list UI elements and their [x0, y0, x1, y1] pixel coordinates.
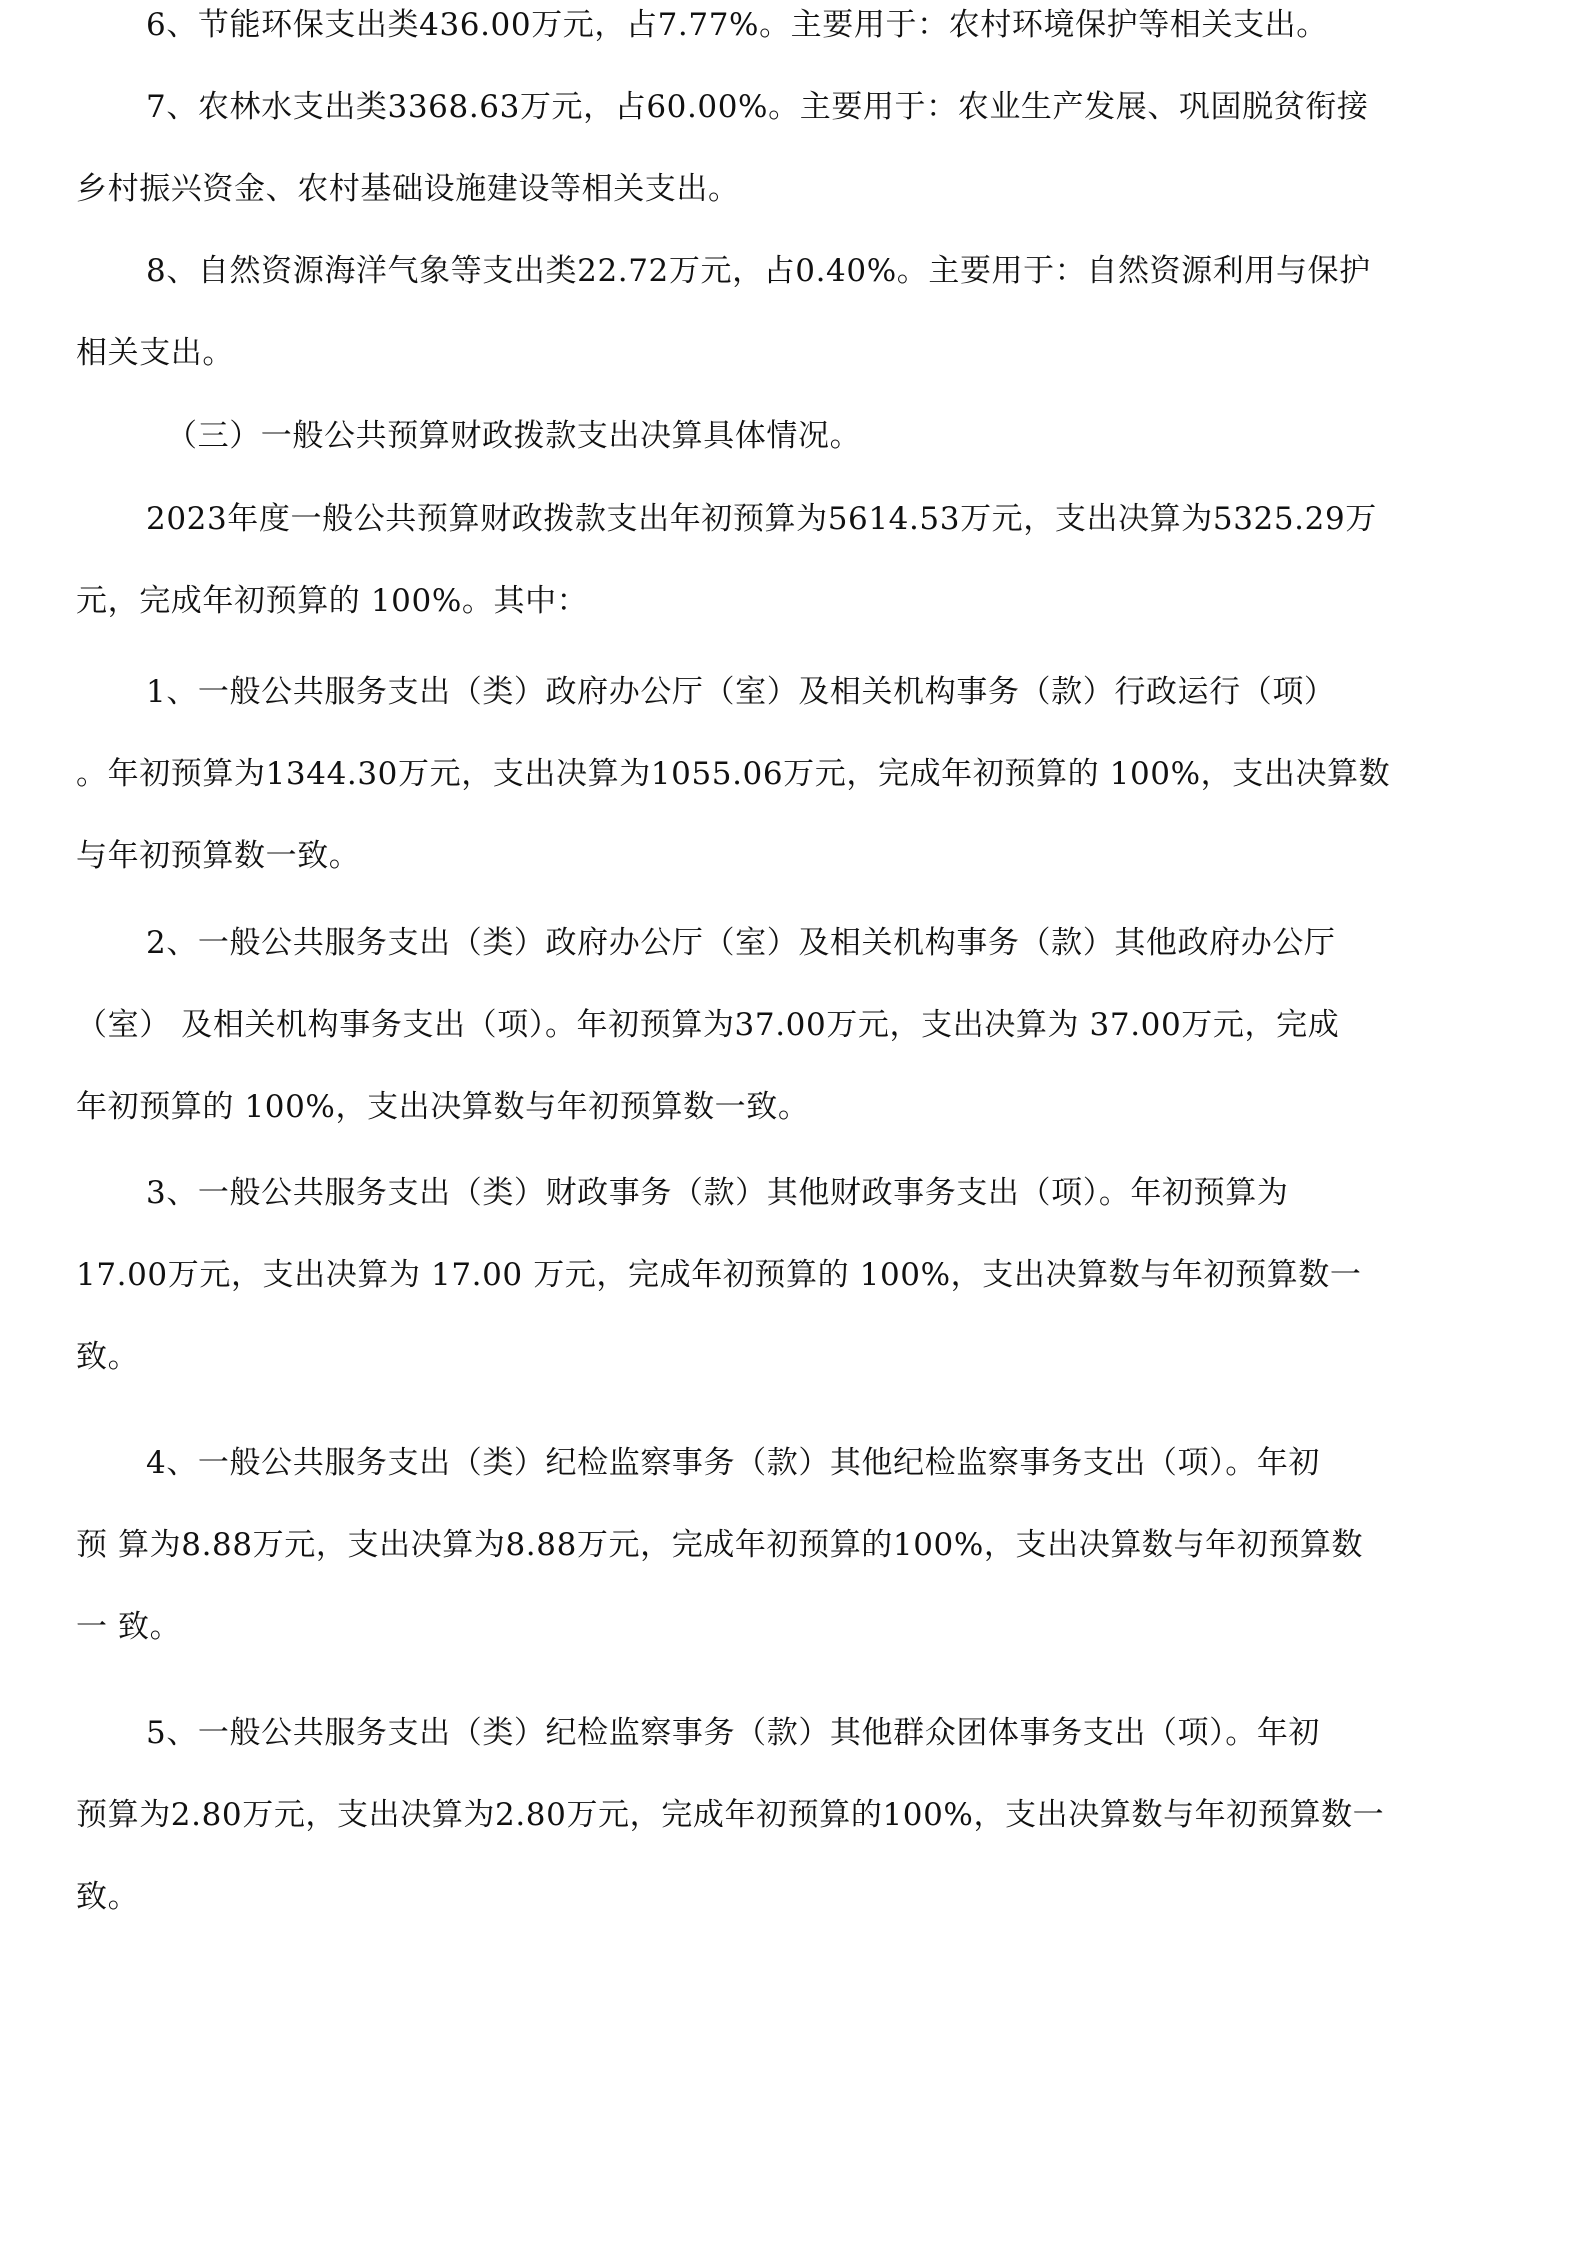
paragraph-energy-saving — [76, 0, 1456, 66]
paragraph-line: （室） 及相关机构事务支出（项）。年初预算为37.00万元，支出决算为 37.00万元，完成 — [76, 1007, 1340, 1043]
paragraph-line: 致。 — [76, 1879, 140, 1915]
paragraph-line: 2023年度一般公共预算财政拨款支出年初预算为5614.53万元，支出决算为5325.29万 — [146, 501, 1377, 537]
paragraph-line: 2、一般公共服务支出（类）政府办公厅（室）及相关机构事务（款）其他政府办公厅 — [146, 925, 1336, 961]
paragraph-line: 6、节能环保支出类436.00万元，占7.77%。主要用于：农村环境保护等相关支出。 — [146, 7, 1328, 43]
paragraph-natural-resources — [76, 230, 1456, 394]
paragraph-line: 7、农林水支出类3368.63万元，占60.00%。主要用于：农业生产发展、巩固脱贫衔接 — [146, 89, 1369, 125]
paragraph-item-1 — [76, 651, 1456, 897]
paragraph-line: 预算为2.80万元，支出决算为2.80万元，完成年初预算的100%，支出决算数与年初预算数一 — [76, 1797, 1385, 1833]
paragraph-item-2 — [76, 902, 1456, 1148]
paragraph-agriculture — [76, 66, 1456, 230]
paragraph-line: 与年初预算数一致。 — [76, 838, 361, 874]
paragraph-line: 相关支出。 — [76, 335, 234, 371]
paragraph-line: 致。 — [76, 1339, 140, 1375]
paragraph-line: 预 算为8.88万元，支出决算为8.88万元，完成年初预算的100%，支出决算数与年初预算数 — [76, 1527, 1364, 1563]
section-heading — [76, 395, 1456, 477]
paragraph-line: 4、一般公共服务支出（类）纪检监察事务（款）其他纪检监察事务支出（项）。年初 — [146, 1445, 1321, 1481]
paragraph-line: 8、自然资源海洋气象等支出类22.72万元，占0.40%。主要用于：自然资源利用与保护 — [146, 253, 1371, 289]
paragraph-line: 5、一般公共服务支出（类）纪检监察事务（款）其他群众团体事务支出（项）。年初 — [146, 1715, 1321, 1751]
paragraph-line: 。年初预算为1344.30万元，支出决算为1055.06万元，完成年初预算的 100%，支出决算数 — [76, 756, 1391, 792]
paragraph-item-3 — [76, 1152, 1456, 1398]
section-heading-text: （三）一般公共预算财政拨款支出决算具体情况。 — [166, 418, 862, 454]
paragraph-budget-summary — [76, 478, 1456, 642]
paragraph-line: 1、一般公共服务支出（类）政府办公厅（室）及相关机构事务（款）行政运行（项） — [146, 674, 1336, 710]
paragraph-line: 元，完成年初预算的 100%。其中： — [76, 583, 589, 619]
paragraph-line: 一 致。 — [76, 1609, 182, 1645]
paragraph-line: 17.00万元，支出决算为 17.00 万元，完成年初预算的 100%，支出决算数与年初预算数一 — [76, 1257, 1362, 1293]
paragraph-line: 年初预算的 100%，支出决算数与年初预算数一致。 — [76, 1089, 810, 1125]
paragraph-item-4 — [76, 1422, 1456, 1668]
paragraph-item-5 — [76, 1692, 1456, 1938]
paragraph-line: 3、一般公共服务支出（类）财政事务（款）其他财政事务支出（项）。年初预算为 — [146, 1175, 1289, 1211]
paragraph-line: 乡村振兴资金、农村基础设施建设等相关支出。 — [76, 171, 740, 207]
